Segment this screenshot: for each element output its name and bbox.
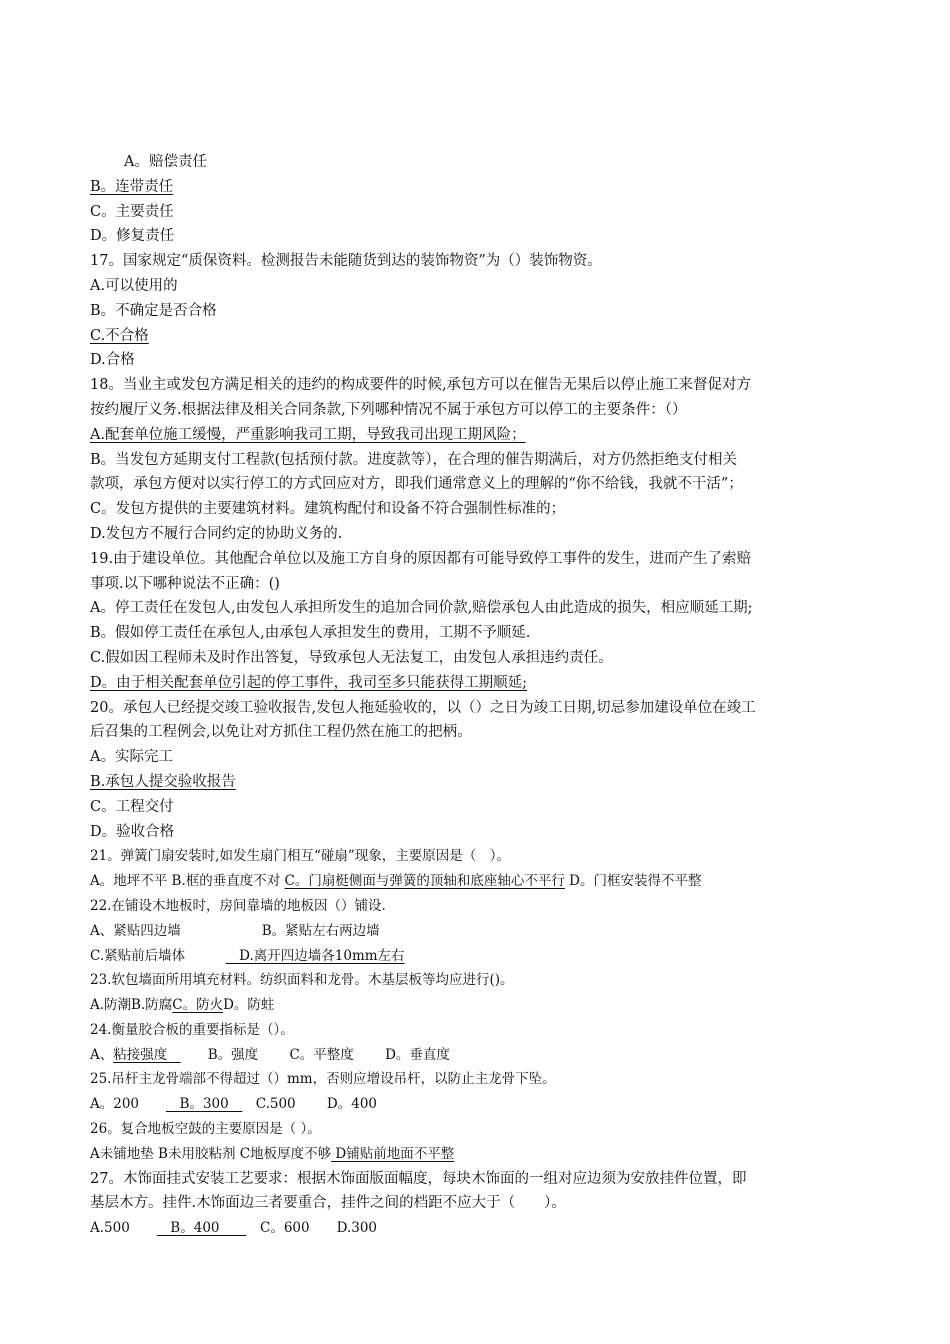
- line-text: A。200: [90, 1096, 167, 1113]
- text-line: [90, 348, 860, 373]
- text-line: [90, 968, 860, 993]
- text-line: [90, 1117, 860, 1142]
- line-text: D.合格: [90, 352, 135, 369]
- text-line: [90, 795, 860, 820]
- text-line: [90, 1018, 860, 1043]
- line-text: A.可以使用的: [90, 277, 178, 294]
- text-line: [90, 720, 860, 745]
- line-text: 23.软包墙面所用填充材料。纺织面料和龙骨。木基层板等均应进行()。: [90, 972, 514, 989]
- text-line: [90, 696, 860, 721]
- line-text: 27。木饰面挂式安装工艺要求：根据木饰面版面幅度，每块木饰面的一组对应边须为安放挂件位置，即: [90, 1170, 747, 1187]
- line-text: B。强度 C。平整度 D。垂直度: [180, 1046, 450, 1063]
- text-line: [90, 770, 860, 795]
- line-text: D。门框安装得不平整: [564, 873, 702, 890]
- line-text: 17。国家规定“质保资料。检测报告未能随货到达的装饰物资”为（）装饰物资。: [90, 253, 602, 270]
- answer-text: A.配套单位施工缓慢，严重影响我司工期，导致我司出现工期风险；: [90, 426, 526, 443]
- text-line: [90, 175, 860, 200]
- line-text: A未铺地垫 B未用胶粘剂 C地板厚度不够: [90, 1145, 332, 1162]
- text-line: [90, 448, 860, 473]
- text-line: [90, 423, 860, 448]
- text-line: [90, 472, 860, 497]
- text-line: [90, 497, 860, 522]
- line-text: 基层木方。挂件.木饰面边三者要重合，挂件之间的档距不应大于（ ）。: [90, 1195, 566, 1212]
- line-text: 按约履厅义务.根据法律及相关合同条款,下列哪种情况不属于承包方可以停工的主要条件：（）: [90, 401, 687, 418]
- line-text: A。赔偿责任: [124, 154, 207, 170]
- text-line: [90, 869, 860, 894]
- document-page: [90, 150, 860, 1241]
- answer-text: D.离开四边墙各10mm左右: [225, 947, 405, 964]
- line-text: C。600 D.300: [246, 1220, 378, 1237]
- text-line: [90, 820, 860, 845]
- line-text: A.防潮B.防腐: [90, 997, 173, 1014]
- line-text: 21。弹簧门扇安装时,如发生扇门相互“碰扇”现象，主要原因是（ ）。: [90, 848, 511, 865]
- text-line: [90, 299, 860, 324]
- text-line: [90, 1092, 860, 1117]
- text-line: [90, 1216, 860, 1241]
- line-text: 24.衡量胶合板的重要指标是（）。: [90, 1021, 294, 1038]
- text-line: [90, 993, 860, 1018]
- text-line: [90, 572, 860, 597]
- text-line: [90, 200, 860, 225]
- text-line: [90, 224, 860, 249]
- text-line: [90, 844, 860, 869]
- line-text: C.紧贴前后墙体: [90, 947, 226, 964]
- line-text: C。发包方提供的主要建筑材料。建筑构配付和设备不符合强制性标准的；: [90, 501, 566, 518]
- text-line: [90, 621, 860, 646]
- text-line: [90, 671, 860, 696]
- answer-text: B.承包人提交验收报告: [90, 773, 236, 790]
- line-text: C.假如因工程师未及时作出答复，导致承包人无法复工，由发包人承担违约责任。: [90, 649, 613, 666]
- answer-text: C。门扇梃侧面与弹簧的顶轴和底座轴心不平行: [284, 873, 565, 890]
- line-text: 26。复合地板空鼓的主要原因是（ ）。: [90, 1121, 321, 1138]
- text-line: [90, 324, 860, 349]
- text-line: [90, 249, 860, 274]
- text-line: [90, 1067, 860, 1092]
- line-text: D。验收合格: [90, 823, 175, 840]
- answer-text: C。防火: [172, 997, 224, 1014]
- text-line: [90, 646, 860, 671]
- answer-text: B。400: [156, 1220, 247, 1237]
- answer-text: D铺贴前地面不平整: [331, 1145, 455, 1162]
- text-line: [90, 1142, 860, 1167]
- line-text: A。实际完工: [90, 749, 173, 766]
- line-text: D。防蛀: [223, 997, 275, 1014]
- answer-text: B。300: [166, 1096, 243, 1113]
- answer-text: D。由于相关配套单位引起的停工事件，我司至多只能获得工期顺延;: [90, 674, 528, 691]
- text-line: [90, 547, 860, 572]
- line-text: C.500 D。400: [242, 1096, 378, 1113]
- text-line: [90, 894, 860, 919]
- line-text: D.发包方不履行合同约定的协助义务的.: [90, 525, 343, 542]
- text-line: [90, 274, 860, 299]
- line-text: C。工程交付: [90, 798, 174, 815]
- text-line: [90, 398, 860, 423]
- answer-text: C.不合格: [90, 327, 149, 344]
- text-line: [90, 1043, 860, 1068]
- text-line: [90, 373, 860, 398]
- line-text: A.500: [90, 1220, 157, 1237]
- line-text: A、紧贴四边墙 B。紧贴左右两边墙: [90, 922, 380, 939]
- line-text: A。停工责任在发包人,由发包人承担所发生的追加合同价款,赔偿承包人由此造成的损失，相应顺延工期;: [90, 600, 753, 617]
- text-line: [90, 1191, 860, 1216]
- text-line: [90, 919, 860, 944]
- line-text: 19.由于建设单位。其他配合单位以及施工方自身的原因都有可能导致停工事件的发生，进而产生了索赔: [90, 550, 752, 567]
- answer-text: B。连带责任: [90, 178, 174, 195]
- line-text: A。地坪不平 B.框的垂直度不对: [90, 873, 285, 890]
- line-text: 20。承包人已经提交竣工验收报告,发包人拖延验收的，以（）之日为竣工日期,切忌参加建设单位在竣工: [90, 699, 756, 716]
- line-text: D。修复责任: [90, 228, 175, 245]
- line-text: A、: [90, 1046, 114, 1063]
- text-line: [90, 522, 860, 547]
- text-line: [90, 150, 860, 175]
- text-line: [90, 745, 860, 770]
- line-text: C。主要责任: [90, 203, 174, 220]
- answer-text: 粘接强度: [113, 1046, 181, 1063]
- text-line: [90, 1167, 860, 1192]
- line-text: B。不确定是否合格: [90, 302, 217, 319]
- line-text: B。当发包方延期支付工程款(包括预付款。进度款等），在合理的催告期满后，对方仍然拒绝支付相关: [90, 451, 738, 468]
- line-text: 25.吊杆主龙骨端部不得超过（）mm，否则应增设吊杆，以防止主龙骨下坠。: [90, 1071, 556, 1088]
- text-line: [90, 944, 860, 969]
- line-text: 款项，承包方便对以实行停工的方式回应对方，即我们通常意义上的理解的“你不给钱，我就不干活”；: [90, 476, 743, 493]
- line-text: 22.在铺设木地板时，房间靠墙的地板因（）铺设.: [90, 897, 386, 914]
- line-text: 18。当业主或发包方满足相关的违约的构成要件的时候,承包方可以在催告无果后以停止施工来督促对方: [90, 377, 752, 394]
- line-text: 事项.以下哪种说法不正确：(): [90, 575, 280, 592]
- line-text: 后召集的工程例会,以免让对方抓住工程仍然在施工的把柄。: [90, 724, 472, 741]
- text-line: [90, 596, 860, 621]
- line-text: B。假如停工责任在承包人,由承包人承担发生的费用，工期不予顺延.: [90, 625, 531, 642]
